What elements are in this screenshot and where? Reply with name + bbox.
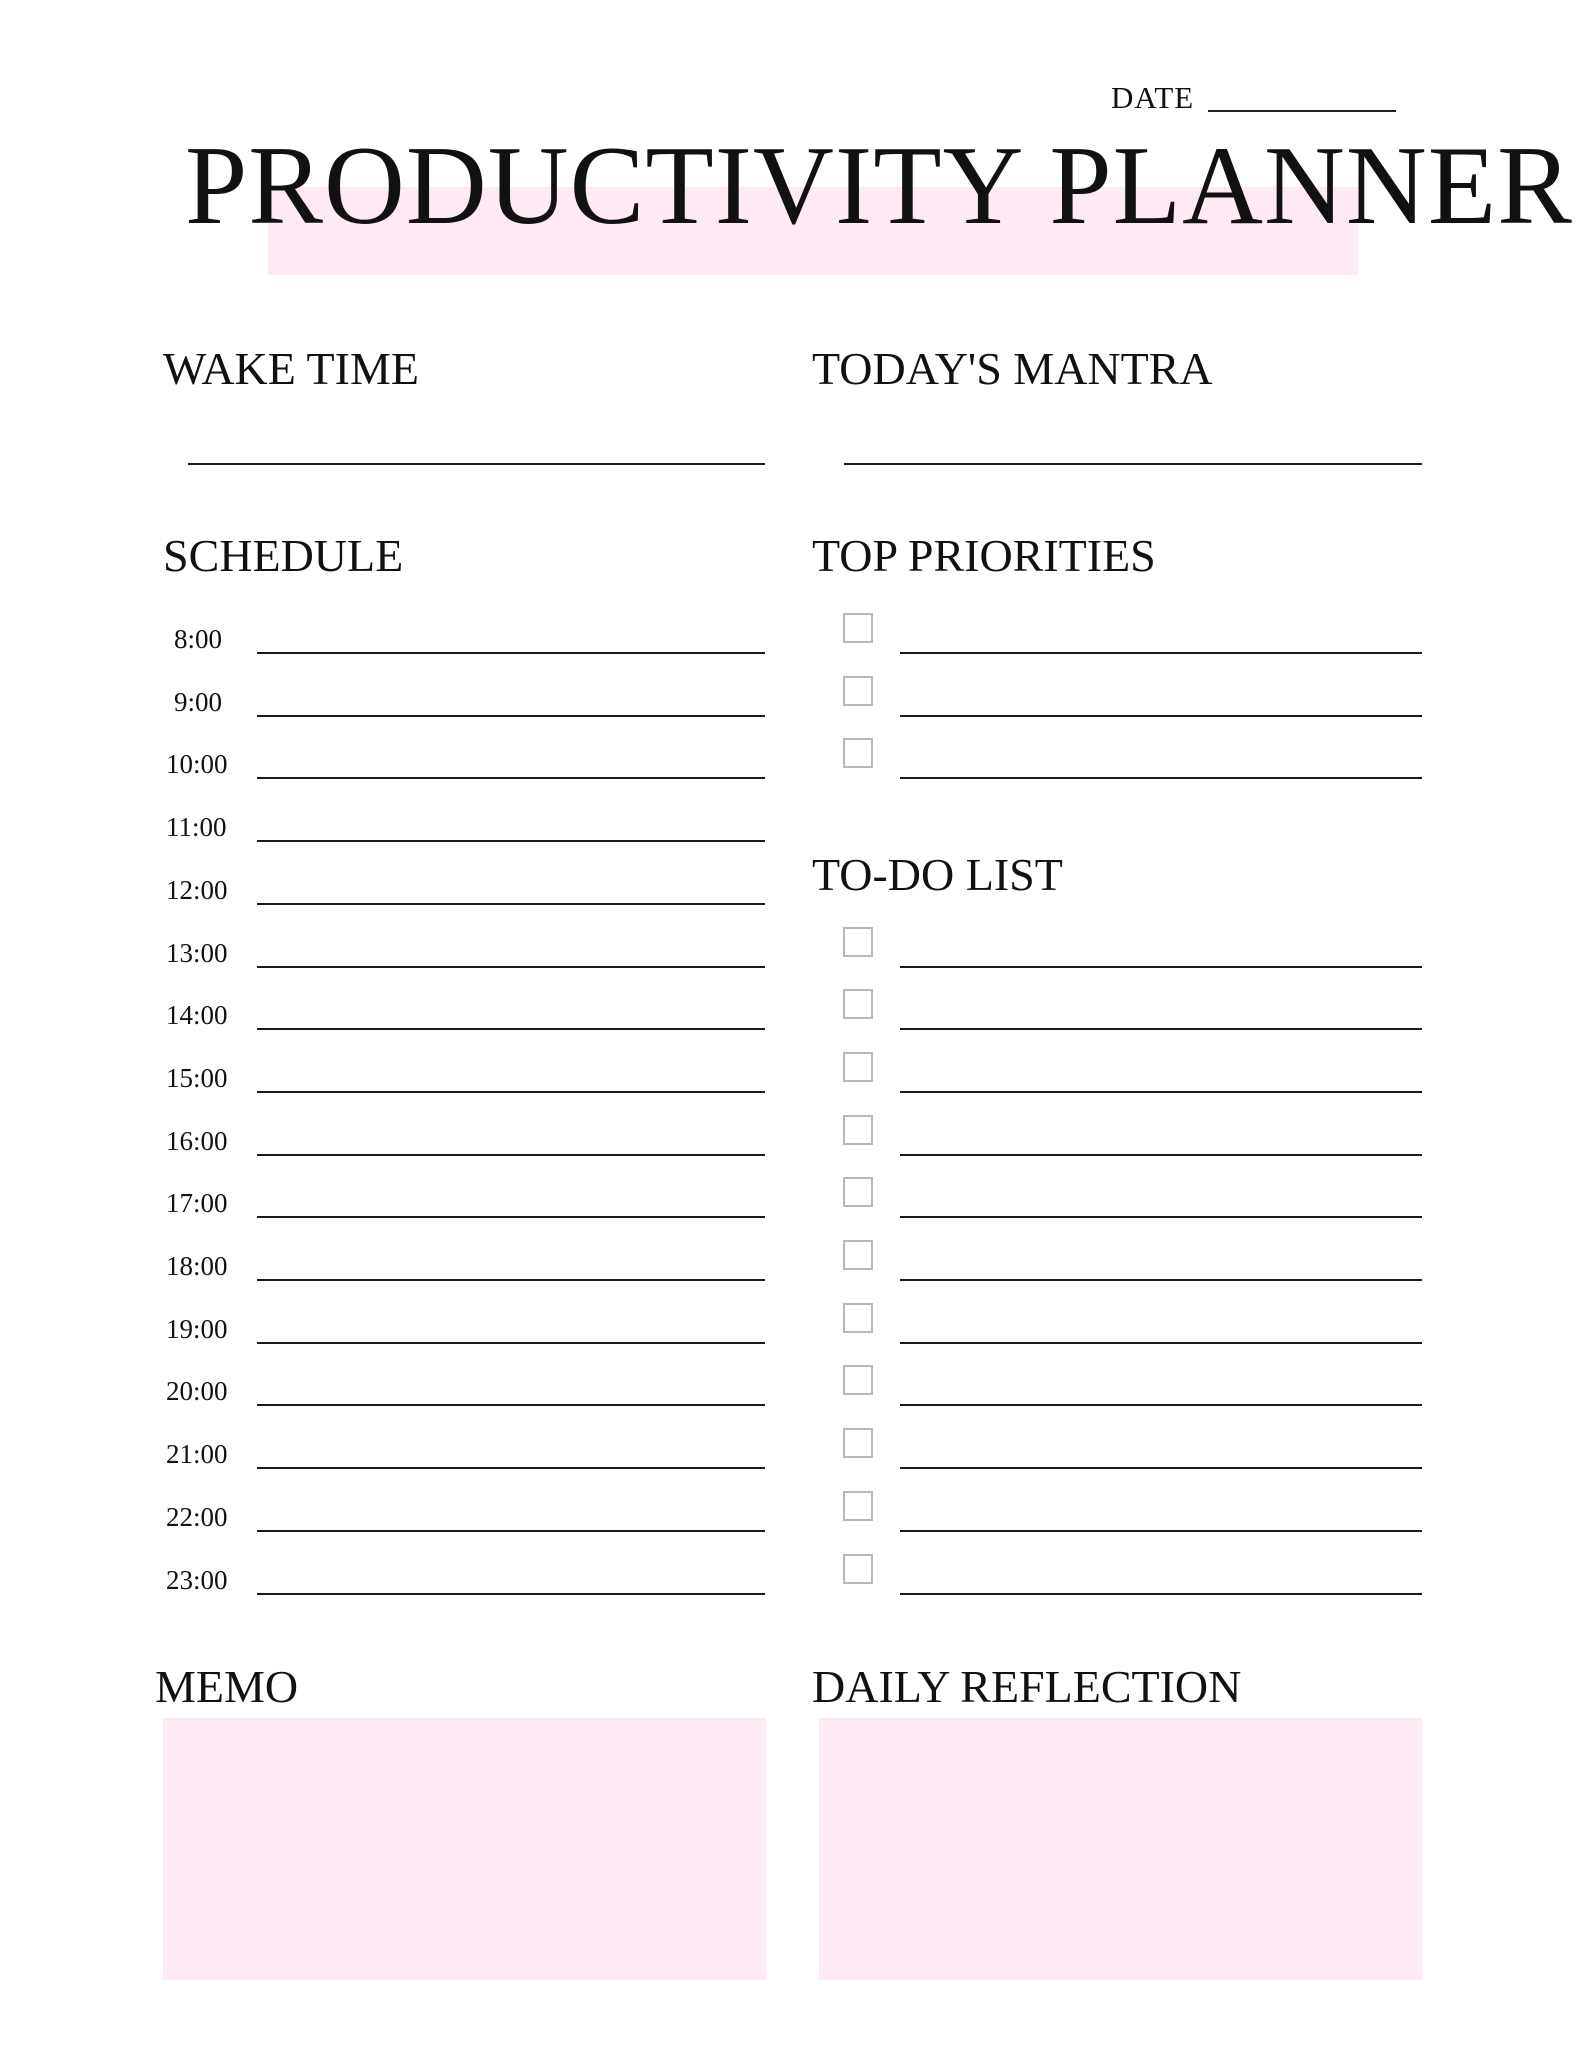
schedule-entry-line[interactable] <box>257 966 765 968</box>
schedule-time-label: 17:00 <box>166 1188 228 1219</box>
todo-checkbox[interactable] <box>843 1177 873 1207</box>
date-label: DATE <box>1111 80 1195 115</box>
top-priorities-heading: TOP PRIORITIES <box>812 530 1156 581</box>
priority-line[interactable] <box>900 715 1422 717</box>
wake-time-line[interactable] <box>188 463 765 465</box>
todo-checkbox[interactable] <box>843 1240 873 1270</box>
schedule-entry-line[interactable] <box>257 1154 765 1156</box>
schedule-time-label: 13:00 <box>166 937 228 968</box>
todo-checkbox[interactable] <box>843 989 873 1019</box>
schedule-time-label: 21:00 <box>166 1439 228 1470</box>
todo-checkbox[interactable] <box>843 1554 873 1584</box>
todo-checkbox[interactable] <box>843 1115 873 1145</box>
schedule-time-label: 15:00 <box>166 1062 228 1093</box>
schedule-entry-line[interactable] <box>257 1593 765 1595</box>
schedule-entry-line[interactable] <box>257 715 765 717</box>
todo-line[interactable] <box>900 1593 1422 1595</box>
todo-checkbox[interactable] <box>843 1491 873 1521</box>
todo-checkbox[interactable] <box>843 1303 873 1333</box>
todo-line[interactable] <box>900 1467 1422 1469</box>
schedule-time-label: 22:00 <box>166 1501 228 1532</box>
memo-heading: MEMO <box>155 1661 299 1712</box>
todo-checkbox[interactable] <box>843 1365 873 1395</box>
priority-checkbox[interactable] <box>843 613 873 643</box>
todo-line[interactable] <box>900 1404 1422 1406</box>
schedule-time-label: 12:00 <box>166 874 228 905</box>
todo-checkbox[interactable] <box>843 1428 873 1458</box>
wake-time-heading: WAKE TIME <box>163 343 419 394</box>
schedule-entry-line[interactable] <box>257 652 765 654</box>
priority-line[interactable] <box>900 777 1422 779</box>
schedule-entry-line[interactable] <box>257 1342 765 1344</box>
todo-line[interactable] <box>900 1530 1422 1532</box>
daily-reflection-box[interactable] <box>819 1718 1422 1980</box>
schedule-time-label: 18:00 <box>166 1251 228 1281</box>
schedule-entry-line[interactable] <box>257 903 765 905</box>
schedule-time-label: 8:00 <box>174 624 223 654</box>
priority-line[interactable] <box>900 652 1422 654</box>
todo-line[interactable] <box>900 1216 1422 1218</box>
todays-mantra-heading: TODAY'S MANTRA <box>812 343 1213 394</box>
schedule-entry-line[interactable] <box>257 1028 765 1030</box>
schedule-entry-line[interactable] <box>257 777 765 779</box>
todo-list-heading: TO-DO LIST <box>812 849 1063 900</box>
schedule-entry-line[interactable] <box>257 1404 765 1406</box>
schedule-entry-line[interactable] <box>257 1091 765 1093</box>
date-input-line[interactable] <box>1208 110 1396 112</box>
todo-line[interactable] <box>900 966 1422 968</box>
todo-checkbox[interactable] <box>843 927 873 957</box>
priority-checkbox[interactable] <box>843 738 873 768</box>
schedule-time-label: 9:00 <box>174 686 223 717</box>
schedule-entry-line[interactable] <box>257 1467 765 1469</box>
schedule-time-label: 23:00 <box>166 1564 228 1595</box>
schedule-entry-line[interactable] <box>257 1279 765 1281</box>
todo-line[interactable] <box>900 1154 1422 1156</box>
todo-checkbox[interactable] <box>843 1052 873 1082</box>
schedule-time-label: 14:00 <box>166 1000 228 1031</box>
priority-checkbox[interactable] <box>843 676 873 706</box>
schedule-time-label: 11:00 <box>166 812 227 843</box>
todo-line[interactable] <box>900 1091 1422 1093</box>
todo-line[interactable] <box>900 1279 1422 1281</box>
schedule-time-label: 10:00 <box>166 749 228 780</box>
schedule-entry-line[interactable] <box>257 1216 765 1218</box>
schedule-time-label: 20:00 <box>166 1376 228 1407</box>
todo-line[interactable] <box>900 1342 1422 1344</box>
todo-line[interactable] <box>900 1028 1422 1030</box>
daily-reflection-heading: DAILY REFLECTION <box>812 1661 1242 1712</box>
schedule-time-label: 19:00 <box>166 1313 228 1344</box>
page-title: PRODUCTIVITY PLANNER <box>185 124 1573 248</box>
todays-mantra-line[interactable] <box>844 463 1422 465</box>
schedule-entry-line[interactable] <box>257 1530 765 1532</box>
schedule-time-label: 16:00 <box>166 1125 228 1156</box>
memo-box[interactable] <box>163 1718 766 1980</box>
schedule-entry-line[interactable] <box>257 840 765 842</box>
schedule-heading: SCHEDULE <box>163 530 404 581</box>
